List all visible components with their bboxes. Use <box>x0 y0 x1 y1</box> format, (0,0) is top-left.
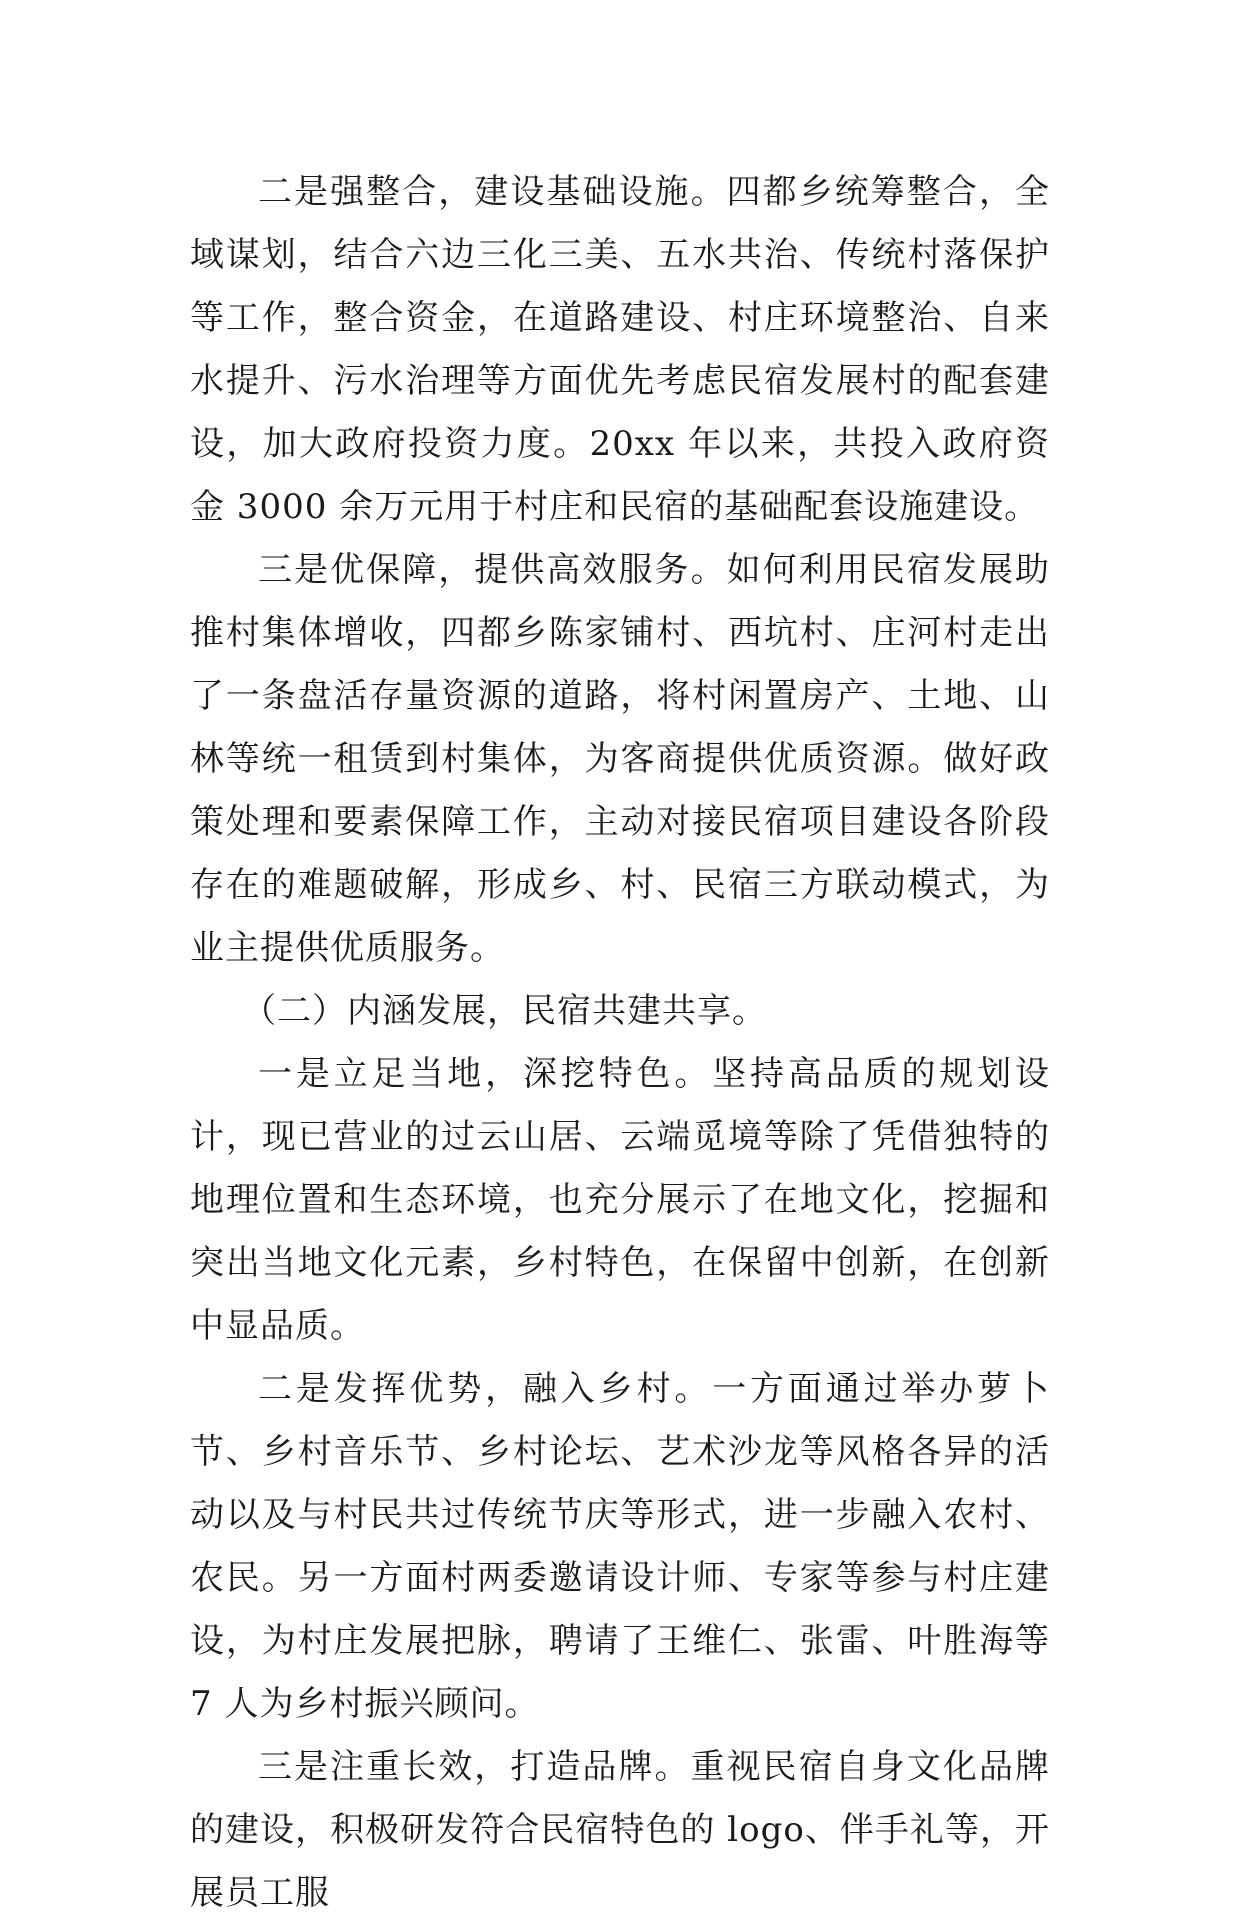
paragraph-branding: 三是注重长效，打造品牌。重视民宿自身文化品牌的建设，积极研发符合民宿特色的 logo、伴手礼等，开展员工服 <box>190 1747 1050 1913</box>
paragraph-local-features: 一是立足当地，深挖特色。坚持高品质的规划设计，现已营业的过云山居、云端觅境等除了凭借独特的地理位置和生态环境，也充分展示了在地文化，挖掘和突出当地文化元素，乡村特色，在保留中创新，在创新中显品质。 <box>190 1054 1050 1346</box>
section-heading: （二）内涵发展，民宿共建共享。 <box>242 991 767 1031</box>
paragraph-service-guarantee: 三是优保障，提供高效服务。如何利用民宿发展助推村集体增收，四都乡陈家铺村、西坑村、庄河村走出了一条盘活存量资源的道路，将村闲置房产、土地、山林等统一租赁到村集体，为客商提供优质资源。做好政策处理和要素保障工作，主动对接民宿项目建设各阶段存在的难题破解，形成乡、村、民宿三方联动模式，为业主提供优质服务。 <box>190 550 1050 968</box>
paragraph-infrastructure: 二是强整合，建设基础设施。四都乡统筹整合，全域谋划，结合六边三化三美、五水共治、传统村落保护等工作，整合资金，在道路建设、村庄环境整治、自来水提升、污水治理等方面优先考虑民宿发展村的配套建设，加大政府投资力度。20xx 年以来，共投入政府资金 3000 余万元用于村庄和民宿的基础配套设施建设。 <box>190 172 1050 527</box>
document-body <box>190 161 1050 1925</box>
paragraph-village-integration: 二是发挥优势，融入乡村。一方面通过举办萝卜节、乡村音乐节、乡村论坛、艺术沙龙等风格各异的活动以及与村民共过传统节庆等形式，进一步融入农村、农民。另一方面村两委邀请设计师、专家等参与村庄建设，为村庄发展把脉，聘请了王维仁、张雷、叶胜海等 7 人为乡村振兴顾问。 <box>190 1369 1050 1724</box>
